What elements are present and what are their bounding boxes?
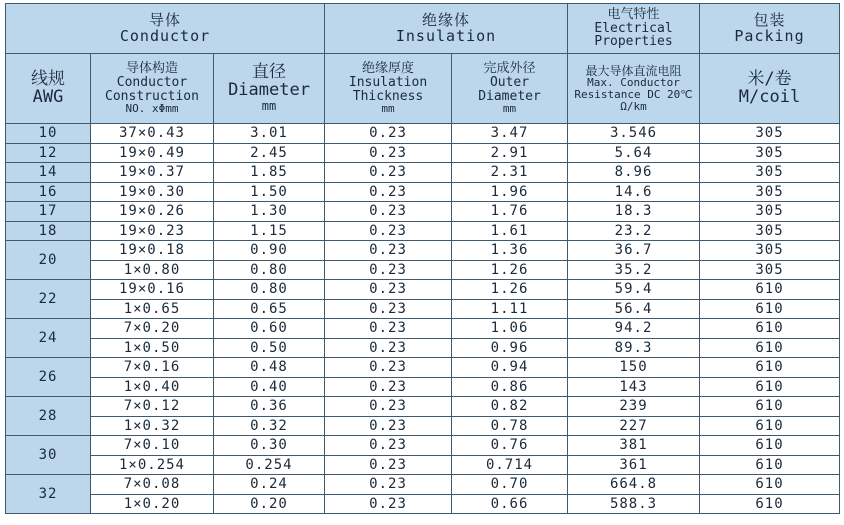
diameter-cell: 0.254 bbox=[214, 455, 325, 475]
thickness-column-header bbox=[325, 54, 452, 124]
resistance-cell: 23.2 bbox=[568, 221, 700, 241]
electrical-group-header bbox=[568, 4, 700, 54]
outer-cell: 1.36 bbox=[452, 241, 568, 261]
diameter-en: Diameter bbox=[228, 80, 310, 101]
packing-col-en: M/coil bbox=[738, 86, 801, 107]
thickness-cell: 0.23 bbox=[325, 163, 452, 183]
packing-cell: 610 bbox=[700, 397, 840, 417]
resistance-cell: 14.6 bbox=[568, 182, 700, 202]
resistance-en2: Resistance DC 20℃ bbox=[574, 88, 693, 102]
packing-cell: 610 bbox=[700, 436, 840, 456]
awg-cell: 30 bbox=[6, 436, 91, 475]
construction-en2: Construction bbox=[105, 88, 199, 104]
construction-cell: 19×0.23 bbox=[91, 221, 214, 241]
diameter-column-header bbox=[214, 54, 325, 124]
thickness-cell: 0.23 bbox=[325, 280, 452, 300]
diameter-cell: 0.48 bbox=[214, 358, 325, 378]
table-row bbox=[6, 475, 840, 495]
conductor-en: Conductor bbox=[119, 26, 211, 45]
packing-cell: 610 bbox=[700, 494, 840, 514]
awg-cell: 10 bbox=[6, 124, 91, 144]
thickness-cell: 0.23 bbox=[325, 202, 452, 222]
outer-cell: 0.70 bbox=[452, 475, 568, 495]
construction-unit: NO. xΦmm bbox=[125, 102, 179, 116]
construction-cell: 19×0.16 bbox=[91, 280, 214, 300]
diameter-cell: 0.90 bbox=[214, 241, 325, 261]
diameter-cell: 1.85 bbox=[214, 163, 325, 183]
outer-cell: 0.76 bbox=[452, 436, 568, 456]
thickness-cell: 0.23 bbox=[325, 475, 452, 495]
packing-cell: 610 bbox=[700, 475, 840, 495]
outer-cell: 1.11 bbox=[452, 299, 568, 319]
diameter-cell: 0.32 bbox=[214, 416, 325, 436]
thickness-cell: 0.23 bbox=[325, 416, 452, 436]
diameter-cell: 2.45 bbox=[214, 143, 325, 163]
outer-cell: 1.61 bbox=[452, 221, 568, 241]
thickness-cell: 0.23 bbox=[325, 397, 452, 417]
insulation-zh: 绝缘体 bbox=[422, 10, 471, 29]
awg-en: AWG bbox=[32, 86, 64, 107]
thickness-cell: 0.23 bbox=[325, 241, 452, 261]
outer-cell: 0.86 bbox=[452, 377, 568, 397]
table-row bbox=[6, 377, 840, 397]
outer-cell: 0.714 bbox=[452, 455, 568, 475]
table-row bbox=[6, 241, 840, 261]
electrical-zh: 电气特性 bbox=[607, 7, 660, 23]
table-row bbox=[6, 260, 840, 280]
packing-cell: 610 bbox=[700, 358, 840, 378]
packing-cell: 610 bbox=[700, 299, 840, 319]
packing-column-header bbox=[700, 54, 840, 124]
table-row bbox=[6, 299, 840, 319]
awg-cell: 24 bbox=[6, 319, 91, 358]
diameter-cell: 0.40 bbox=[214, 377, 325, 397]
packing-cell: 305 bbox=[700, 124, 840, 144]
table-row bbox=[6, 124, 840, 144]
outer-zh: 完成外径 bbox=[483, 61, 536, 77]
spec-table-body bbox=[6, 124, 840, 514]
resistance-cell: 56.4 bbox=[568, 299, 700, 319]
awg-cell: 12 bbox=[6, 143, 91, 163]
thickness-cell: 0.23 bbox=[325, 124, 452, 144]
outer-cell: 0.96 bbox=[452, 338, 568, 358]
table-row bbox=[6, 455, 840, 475]
resistance-unit: Ω/km bbox=[620, 99, 647, 113]
resistance-cell: 35.2 bbox=[568, 260, 700, 280]
resistance-cell: 8.96 bbox=[568, 163, 700, 183]
packing-col-zh: 米/卷 bbox=[747, 68, 792, 89]
construction-cell: 1×0.40 bbox=[91, 377, 214, 397]
construction-cell: 1×0.80 bbox=[91, 260, 214, 280]
conductor-zh: 导体 bbox=[149, 10, 182, 29]
table-row bbox=[6, 416, 840, 436]
diameter-cell: 0.50 bbox=[214, 338, 325, 358]
diameter-cell: 1.30 bbox=[214, 202, 325, 222]
thickness-cell: 0.23 bbox=[325, 182, 452, 202]
outer-cell: 0.66 bbox=[452, 494, 568, 514]
conductor-group-header bbox=[6, 4, 325, 54]
resistance-cell: 3.546 bbox=[568, 124, 700, 144]
thickness-cell: 0.23 bbox=[325, 319, 452, 339]
thickness-zh: 绝缘厚度 bbox=[362, 61, 415, 77]
packing-cell: 305 bbox=[700, 163, 840, 183]
packing-en: Packing bbox=[734, 26, 805, 45]
awg-cell: 28 bbox=[6, 397, 91, 436]
packing-cell: 610 bbox=[700, 338, 840, 358]
awg-cell: 14 bbox=[6, 163, 91, 183]
diameter-zh: 直径 bbox=[252, 62, 286, 83]
construction-cell: 19×0.37 bbox=[91, 163, 214, 183]
thickness-cell: 0.23 bbox=[325, 436, 452, 456]
diameter-cell: 3.01 bbox=[214, 124, 325, 144]
table-row bbox=[6, 436, 840, 456]
diameter-cell: 0.24 bbox=[214, 475, 325, 495]
table-row bbox=[6, 280, 840, 300]
table-row bbox=[6, 397, 840, 417]
insulation-en: Insulation bbox=[395, 26, 497, 45]
table-row bbox=[6, 358, 840, 378]
construction-en1: Conductor bbox=[116, 74, 188, 90]
awg-cell: 16 bbox=[6, 182, 91, 202]
construction-cell: 1×0.50 bbox=[91, 338, 214, 358]
outer-cell: 1.26 bbox=[452, 260, 568, 280]
awg-zh: 线规 bbox=[31, 68, 65, 89]
outer-cell: 1.26 bbox=[452, 280, 568, 300]
outer-cell: 0.94 bbox=[452, 358, 568, 378]
outer-column-header bbox=[452, 54, 568, 124]
spec-table bbox=[5, 3, 840, 514]
construction-cell: 1×0.32 bbox=[91, 416, 214, 436]
table-row bbox=[6, 338, 840, 358]
thickness-en2: Thickness bbox=[352, 88, 424, 104]
construction-cell: 19×0.18 bbox=[91, 241, 214, 261]
packing-cell: 610 bbox=[700, 319, 840, 339]
resistance-cell: 239 bbox=[568, 397, 700, 417]
construction-cell: 7×0.16 bbox=[91, 358, 214, 378]
packing-cell: 610 bbox=[700, 455, 840, 475]
construction-zh: 导体构造 bbox=[125, 61, 178, 77]
resistance-cell: 227 bbox=[568, 416, 700, 436]
awg-cell: 26 bbox=[6, 358, 91, 397]
construction-cell: 1×0.65 bbox=[91, 299, 214, 319]
thickness-unit: mm bbox=[381, 102, 395, 116]
thickness-cell: 0.23 bbox=[325, 494, 452, 514]
construction-cell: 7×0.12 bbox=[91, 397, 214, 417]
awg-column-header bbox=[6, 54, 91, 124]
awg-cell: 18 bbox=[6, 221, 91, 241]
thickness-cell: 0.23 bbox=[325, 260, 452, 280]
packing-cell: 610 bbox=[700, 280, 840, 300]
outer-en1: Outer bbox=[489, 74, 530, 90]
diameter-cell: 0.20 bbox=[214, 494, 325, 514]
construction-cell: 19×0.26 bbox=[91, 202, 214, 222]
table-row bbox=[6, 182, 840, 202]
table-row bbox=[6, 143, 840, 163]
packing-cell: 305 bbox=[700, 182, 840, 202]
electrical-en1: Electrical bbox=[594, 20, 673, 36]
resistance-cell: 664.8 bbox=[568, 475, 700, 495]
outer-cell: 1.96 bbox=[452, 182, 568, 202]
resistance-cell: 18.3 bbox=[568, 202, 700, 222]
packing-cell: 610 bbox=[700, 416, 840, 436]
resistance-cell: 381 bbox=[568, 436, 700, 456]
thickness-cell: 0.23 bbox=[325, 143, 452, 163]
awg-cell: 32 bbox=[6, 475, 91, 514]
outer-cell: 0.82 bbox=[452, 397, 568, 417]
thickness-cell: 0.23 bbox=[325, 299, 452, 319]
table-row bbox=[6, 202, 840, 222]
insulation-group-header bbox=[325, 4, 568, 54]
construction-cell: 7×0.08 bbox=[91, 475, 214, 495]
thickness-en1: Insulation bbox=[348, 74, 428, 90]
resistance-cell: 588.3 bbox=[568, 494, 700, 514]
construction-cell: 7×0.20 bbox=[91, 319, 214, 339]
construction-cell: 1×0.20 bbox=[91, 494, 214, 514]
thickness-cell: 0.23 bbox=[325, 358, 452, 378]
packing-cell: 610 bbox=[700, 377, 840, 397]
resistance-cell: 150 bbox=[568, 358, 700, 378]
thickness-cell: 0.23 bbox=[325, 455, 452, 475]
outer-unit: mm bbox=[502, 102, 517, 116]
construction-cell: 37×0.43 bbox=[91, 124, 214, 144]
resistance-cell: 59.4 bbox=[568, 280, 700, 300]
outer-en2: Diameter bbox=[478, 88, 541, 104]
packing-cell: 305 bbox=[700, 202, 840, 222]
diameter-cell: 0.80 bbox=[214, 260, 325, 280]
outer-cell: 1.06 bbox=[452, 319, 568, 339]
thickness-cell: 0.23 bbox=[325, 221, 452, 241]
outer-cell: 1.76 bbox=[452, 202, 568, 222]
outer-cell: 0.78 bbox=[452, 416, 568, 436]
construction-cell: 19×0.30 bbox=[91, 182, 214, 202]
outer-cell: 3.47 bbox=[452, 124, 568, 144]
resistance-cell: 89.3 bbox=[568, 338, 700, 358]
diameter-cell: 1.50 bbox=[214, 182, 325, 202]
packing-cell: 305 bbox=[700, 221, 840, 241]
construction-column-header bbox=[91, 54, 214, 124]
diameter-cell: 0.30 bbox=[214, 436, 325, 456]
resistance-cell: 5.64 bbox=[568, 143, 700, 163]
electrical-en2: Properties bbox=[594, 34, 673, 50]
diameter-cell: 1.15 bbox=[214, 221, 325, 241]
thickness-cell: 0.23 bbox=[325, 338, 452, 358]
resistance-cell: 94.2 bbox=[568, 319, 700, 339]
table-row bbox=[6, 163, 840, 183]
thickness-cell: 0.23 bbox=[325, 377, 452, 397]
table-row bbox=[6, 494, 840, 514]
awg-cell: 20 bbox=[6, 241, 91, 280]
packing-zh: 包装 bbox=[753, 10, 786, 29]
table-row bbox=[6, 221, 840, 241]
resistance-cell: 143 bbox=[568, 377, 700, 397]
resistance-en1: Max. Conductor bbox=[587, 76, 680, 90]
resistance-cell: 36.7 bbox=[568, 241, 700, 261]
diameter-cell: 0.80 bbox=[214, 280, 325, 300]
diameter-cell: 0.36 bbox=[214, 397, 325, 417]
awg-cell: 17 bbox=[6, 202, 91, 222]
outer-cell: 2.31 bbox=[452, 163, 568, 183]
diameter-cell: 0.65 bbox=[214, 299, 325, 319]
outer-cell: 2.91 bbox=[452, 143, 568, 163]
resistance-zh: 最大导体直流电阻 bbox=[585, 63, 682, 78]
packing-cell: 305 bbox=[700, 143, 840, 163]
packing-cell: 305 bbox=[700, 260, 840, 280]
construction-cell: 7×0.10 bbox=[91, 436, 214, 456]
diameter-cell: 0.60 bbox=[214, 319, 325, 339]
construction-cell: 1×0.254 bbox=[91, 455, 214, 475]
resistance-cell: 361 bbox=[568, 455, 700, 475]
construction-cell: 19×0.49 bbox=[91, 143, 214, 163]
table-row bbox=[6, 319, 840, 339]
awg-cell: 22 bbox=[6, 280, 91, 319]
resistance-column-header bbox=[568, 54, 700, 124]
packing-cell: 305 bbox=[700, 241, 840, 261]
diameter-unit: mm bbox=[261, 99, 277, 114]
packing-group-header bbox=[700, 4, 840, 54]
